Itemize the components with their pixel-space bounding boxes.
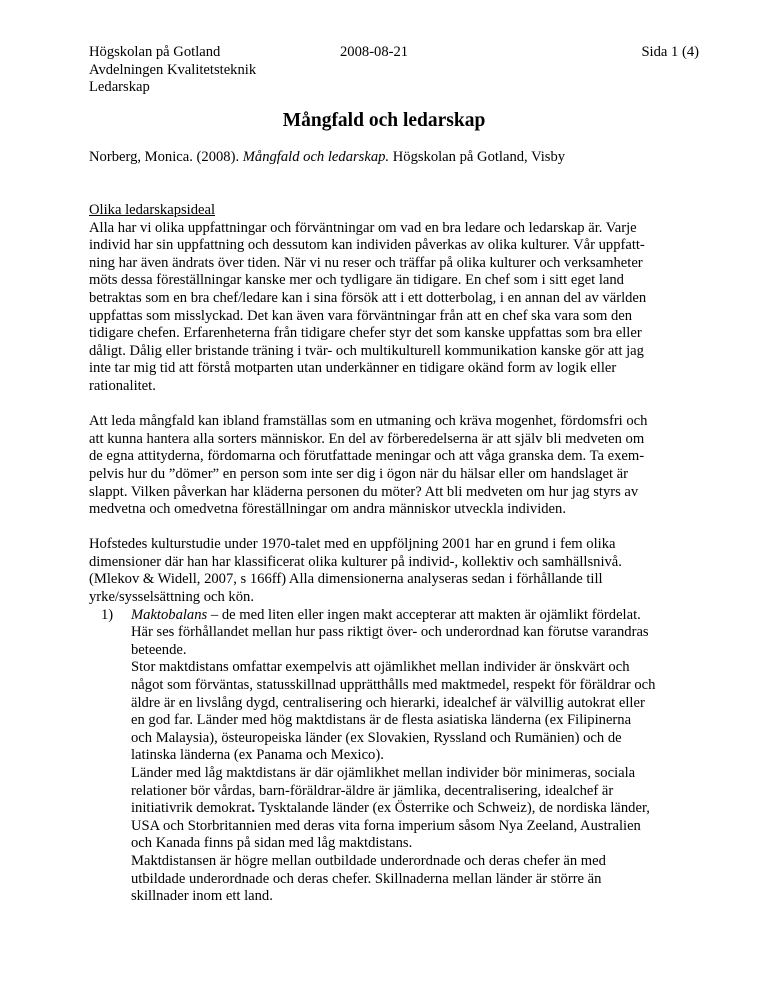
header-line-course: Ledarskap <box>89 79 150 96</box>
paragraph-line: ning har även ändrats över tiden. När vi nu reser och träffar på olika kulturer och verksamheter <box>89 254 643 271</box>
paragraph-line: de egna attityderna, fördomarna och förutfattade meningar och att våga granska dem. Ta exem- <box>89 448 645 465</box>
bold-period: . <box>251 800 256 817</box>
list-line: och Malaysia), östeuropeiska länder (ex Slovakien, Ryssland och Rumänien) och de <box>131 729 622 746</box>
list-line: Här ses förhållandet mellan hur pass riktigt över- och underordnad kan förutse varandras <box>131 624 649 641</box>
list-item <box>89 607 689 906</box>
list-line: latinska länderna (ex Panama och Mexico). <box>131 747 384 764</box>
list-line: relationer bör vårdas, barn-föräldrar-äldre är jämlika, decentralisering, idealchef är <box>131 782 614 799</box>
citation-author: Norberg, Monica. (2008). <box>89 149 243 165</box>
paragraph-3 <box>89 536 689 606</box>
paragraph-line: Att leda mångfald kan ibland framställas som en utmaning och kräva mogenhet, fördomsfri och <box>89 413 648 430</box>
paragraph-line: dåligt. Dålig eller bristande träning i tvär- och multikulturell kommunikation kanske gör att jag <box>89 342 644 359</box>
paragraph-line: möts dessa föreställningar kanske mer och tydligare än tidigare. En chef som i sitt eget land <box>89 272 624 289</box>
paragraph-line: yrke/sysselsättning och kön. <box>89 589 254 606</box>
paragraph-line: Alla har vi olika uppfattningar och förväntningar om vad en bra ledare och ledarskap är. Varje <box>89 219 637 236</box>
section-heading: Olika ledarskapsideal <box>89 202 216 218</box>
paragraph-line: pelvis hur du ”dömer” en person som inte ser dig i ögon när du hälsar eller om handslaget är <box>89 465 629 482</box>
paragraph-line: slappt. Vilken påverkan har kläderna personen du möter? Att bli medveten om hur jag styrs av <box>89 483 639 500</box>
numbered-list <box>89 607 689 906</box>
list-item-first-line <box>131 607 689 625</box>
paragraph-line: att kunna hantera alla sorters människor. En del av förberedelserna är att själv bli medveten om <box>89 430 645 447</box>
list-line-start: initiativrik demokrat <box>131 800 252 817</box>
list-line: äldre är en livslång dygd, centralisering och hierarki, idealchef är välvillig autokrat eller <box>131 694 645 711</box>
paragraph-line: dimensioner där han har klassificerat olika kulturer på individ-, kollektiv och samhällsnivå. <box>89 553 622 570</box>
list-line: Stor maktdistans omfattar exempelvis att ojämlikhet mellan individer är önskvärt och <box>131 659 630 676</box>
list-line: en god far. Länder med hög maktdistans är de flesta asiatiska länderna (ex Filipinerna <box>131 712 632 729</box>
paragraph-line: (Mlekov & Widell, 2007, s 166ff) Alla dimensionerna analyseras sedan i förhållande till <box>89 571 603 588</box>
list-line-rest: Tysktalande länder (ex Österrike och Schweiz), de nordiska länder, <box>255 800 650 817</box>
paragraph-line: tidigare chefen. Erfarenheterna från tidigare chefer styr det som kanske uppfattas som bra eller <box>89 325 642 342</box>
paragraph-line: rationalitet. <box>89 377 156 394</box>
citation-publisher: Högskolan på Gotland, Visby <box>389 149 566 165</box>
body-text <box>89 202 689 906</box>
header-line-school: Högskolan på Gotland <box>89 44 221 60</box>
paragraph-line: inte tar mig tid att förstå motparten utan underkänner en tidigare okänd form av logik eller <box>89 360 617 377</box>
list-line: något som förväntas, statusskillnad upprätthålls med maktmedel, respekt för föräldrar och <box>131 677 656 694</box>
paragraph-line: betraktas som en bra chef/ledare kan i sina försök att i ett dotterbolag, i en annan del av världen <box>89 289 647 306</box>
list-item-definition: – de med liten eller ingen makt accepterar att makten är ojämlikt fördelat. <box>207 606 641 623</box>
list-line: Maktdistansen är högre mellan outbildade underordnade och deras chefer än med <box>131 852 606 869</box>
list-line: skillnader inom ett land. <box>131 888 273 905</box>
header-line-department: Avdelningen Kvalitetsteknik <box>89 61 257 78</box>
list-item-number: 1) <box>101 606 114 623</box>
paragraph-line: uppfattas som misslyckad. Det kan även vara förväntningar från att en chef ska vara som den <box>89 307 633 324</box>
list-line: och Kanada finns på sidan med låg maktdistans. <box>131 835 413 852</box>
citation <box>89 149 565 167</box>
header-date: 2008-08-21 <box>340 44 409 60</box>
header-institution <box>89 44 329 97</box>
list-line: USA och Storbritannien med deras vita forna imperium såsom Nya Zeeland, Australien <box>131 817 641 834</box>
list-item-term: Maktobalans <box>131 606 208 623</box>
citation-work: Mångfald och ledarskap. <box>242 149 390 165</box>
list-line: utbildade underordnade och deras chefer. Skillnaderna mellan länder är större än <box>131 870 602 887</box>
paragraph-line: medvetna och omedvetna föreställningar om andra människor utveckla individen. <box>89 501 566 518</box>
paragraph-line: Hofstedes kulturstudie under 1970-talet med en uppföljning 2001 har en grund i fem olika <box>89 536 616 553</box>
list-line-with-bold <box>131 800 689 818</box>
paragraph-line: individ har sin uppfattning och dessutom kan individen påverkas av olika kulturer. Vår uppfatt- <box>89 237 645 254</box>
paragraph-1 <box>89 220 689 396</box>
list-line: Länder med låg maktdistans är där ojämlikhet mellan individer bör minimeras, sociala <box>131 765 636 781</box>
paragraph-2 <box>89 413 689 519</box>
list-line: beteende. <box>131 641 187 658</box>
document-title: Mångfald och ledarskap <box>282 110 486 131</box>
header-page-number: Sida 1 (4) <box>641 44 699 60</box>
